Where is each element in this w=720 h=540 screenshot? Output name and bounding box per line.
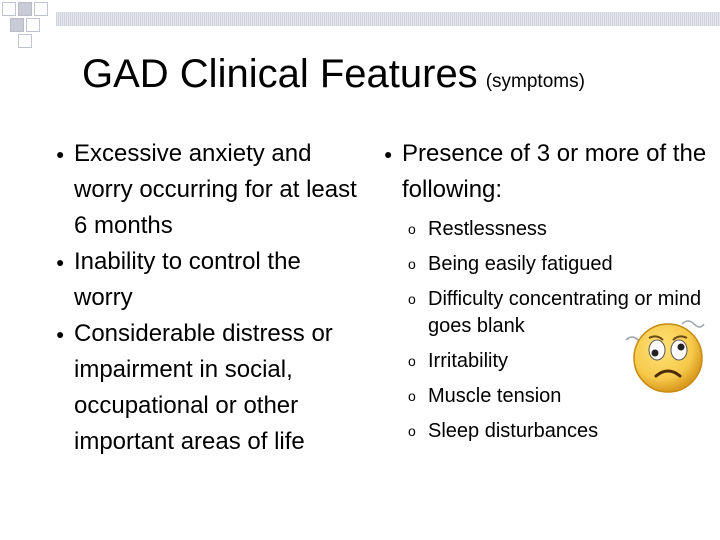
bullet-icon: ●: [56, 254, 65, 270]
sub-bullet-icon: o: [408, 291, 416, 307]
sub-bullet-icon: o: [408, 221, 416, 237]
left-bullet-item: [56, 316, 366, 460]
right-lead-text: Presence of 3 or more of the following:: [402, 140, 707, 203]
symptom-text: Restlessness: [428, 218, 547, 240]
symptom-item: [408, 251, 714, 278]
title-main: GAD Clinical Features: [82, 52, 478, 96]
sub-bullet-icon: o: [408, 423, 416, 439]
symptom-item: [408, 216, 714, 243]
symptom-text: Irritability: [428, 350, 509, 372]
top-decorative-bar: [56, 12, 720, 26]
sub-bullet-icon: o: [408, 256, 416, 272]
left-bullet-item: [56, 244, 366, 316]
bullet-icon: ●: [384, 146, 393, 162]
sub-bullet-icon: o: [408, 353, 416, 369]
symptom-text: Sleep disturbances: [428, 420, 599, 442]
symptom-text: Difficulty concentrating or mind goes blank: [428, 288, 702, 337]
right-lead-item: [384, 136, 714, 208]
left-item-text: Inability to control the worry: [74, 248, 301, 311]
symptom-item: [408, 418, 714, 445]
left-column: [56, 136, 366, 460]
left-item-text: Excessive anxiety and worry occurring for at least 6 months: [74, 140, 357, 239]
bullet-icon: ●: [56, 146, 65, 162]
slide-title: [82, 50, 682, 98]
bullet-icon: ●: [56, 326, 65, 342]
worried-face-icon: [622, 310, 708, 396]
left-item-text: Considerable distress or impairment in social, occupational or other important areas of life: [74, 320, 333, 455]
left-bullet-item: [56, 136, 366, 244]
corner-decoration: [0, 0, 60, 50]
sub-bullet-icon: o: [408, 388, 416, 404]
right-column: [384, 136, 714, 453]
symptom-text: Muscle tension: [428, 385, 562, 407]
symptom-text: Being easily fatigued: [428, 253, 613, 275]
title-subtitle: (symptoms): [485, 71, 585, 92]
